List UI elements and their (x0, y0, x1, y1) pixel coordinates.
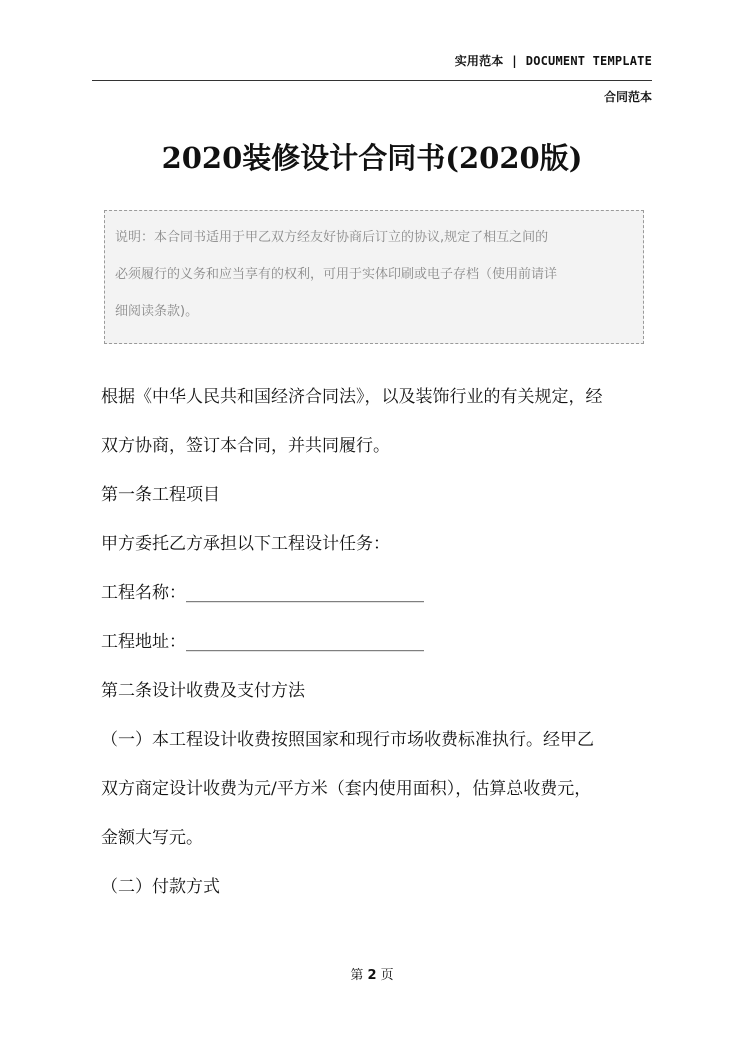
body-line: 双方协商，签订本合同，并共同履行。 (101, 436, 390, 456)
header-brand: 实用范本 | DOCUMENT TEMPLATE (454, 54, 652, 68)
page-number (0, 964, 744, 983)
page-prefix: 第 (350, 968, 364, 983)
body-line: 双方商定设计收费为元/平方米（套内使用面积），估算总收费元， (101, 779, 592, 799)
body-line: （一）本工程设计收费按照国家和现行市场收费标准执行。经甲乙 (101, 730, 594, 750)
description-line: 说明：本合同书适用于甲乙双方经友好协商后订立的协议,规定了相互之间的 (115, 230, 549, 245)
body-line: 金额大写元。 (101, 828, 203, 848)
body-line: 根据《中华人民共和国经济合同法》，以及装饰行业的有关规定，经 (101, 387, 603, 407)
page-suffix: 页 (380, 968, 394, 983)
project-name-field: 工程名称：____________________________ (101, 583, 424, 603)
page-value: 2 (367, 968, 377, 983)
header-category: 合同范本 (603, 90, 652, 104)
document-title: 2020装修设计合同书(2020版) (161, 141, 583, 175)
subsection-heading: （二）付款方式 (101, 877, 220, 897)
project-address-field: 工程地址：____________________________ (101, 632, 424, 652)
header-divider (92, 80, 652, 81)
description-box (104, 210, 644, 344)
section-heading: 第一条工程项目 (101, 485, 220, 505)
section-heading: 第二条设计收费及支付方法 (101, 681, 305, 701)
body-line: 甲方委托乙方承担以下工程设计任务： (101, 534, 390, 554)
description-line: 必须履行的义务和应当享有的权利，可用于实体印刷或电子存档（使用前请详 (115, 267, 558, 282)
description-line: 细阅读条款)。 (115, 304, 199, 319)
